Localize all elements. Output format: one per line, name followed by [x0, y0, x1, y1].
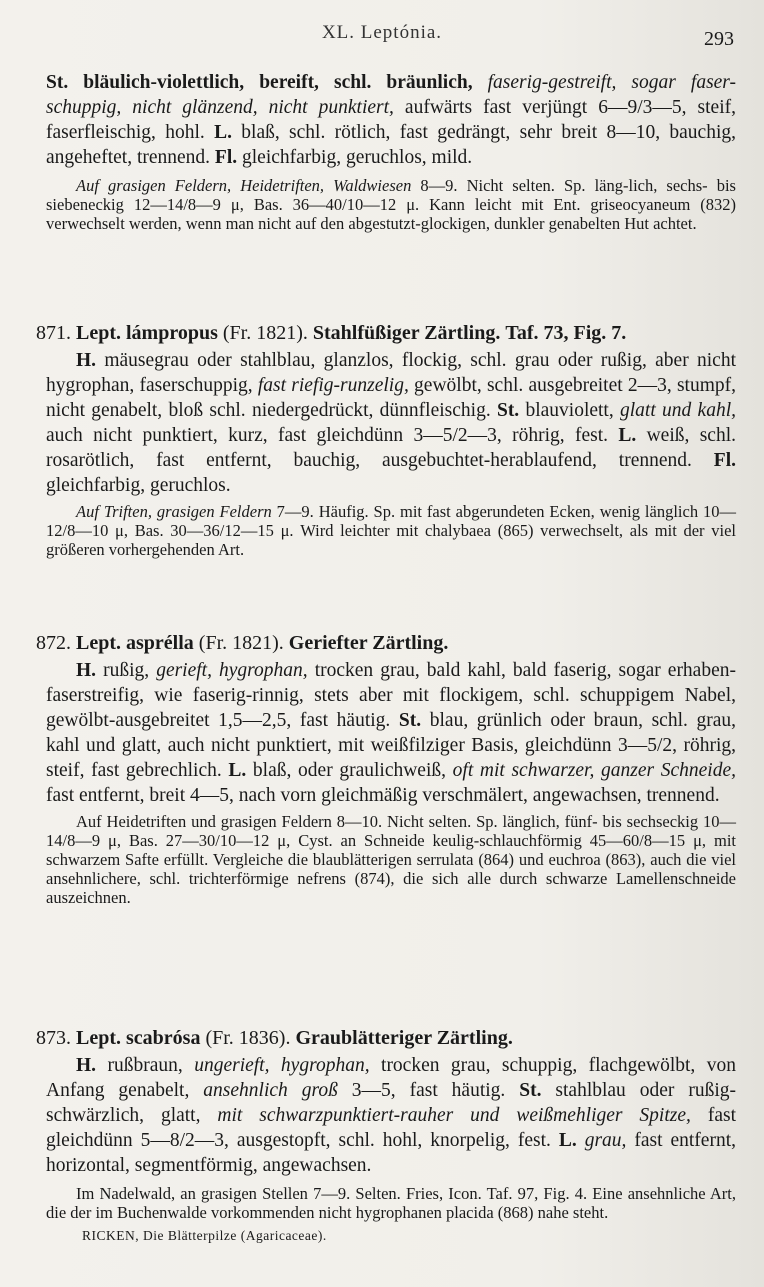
continued-entry — [46, 70, 736, 233]
entry-873-note: Im Nadelwald, an grasigen Stellen 7—9. Selten. Fries, Icon. Taf. 97, Fig. 4. Eine ansehnliche Art, die der im Buchenwalde vorkommenden nicht hygrophanen placida (868) nahe steht. — [46, 1184, 736, 1222]
entry-872 — [36, 630, 737, 907]
page-header — [0, 22, 764, 52]
page-number: 293 — [704, 28, 734, 50]
entry-871 — [36, 320, 737, 559]
entry-873-heading: 873. Lept. scabrósa (Fr. 1836). Graublätteriger Zärtling. — [36, 1027, 513, 1049]
entry-871-description: H. mäusegrau oder stahlblau, glanzlos, flockig, schl. grau oder rußig, aber nicht hygrophan, faserschuppig, fast riefig-runzelig, gewölbt, schl. ausgebreitet 2—3, stumpf, nicht genabelt, bloß schl. niedergedrückt, dünnfleischig. St. blauviolett, glatt und kahl, auch nicht punktiert, kurz, fast gleichdünn 3—5/2—3, röhrig, fest. L. weiß, schl. rosarötlich, fast entfernt, bauchig, ausgebuchtet-herablaufend, trennend. Fl. gleichfarbig, geruchlos. — [46, 350, 737, 496]
page-footer: RICKEN, Die Blätterpilze (Agaricaceae). — [82, 1228, 327, 1243]
entry-873-description: H. rußbraun, ungerieft, hygrophan, trocken grau, schuppig, flachgewölbt, von Anfang genabelt, ansehnlich groß 3—5, fast häutig. St. stahlblau oder rußig-schwärzlich, glatt, mit schwarzpunktiert-rauher und weißmehliger Spitze, fast gleichdünn 5—8/2—3, ausgestopft, schl. hohl, knorpelig, fest. L. grau, fast entfernt, horizontal, segmentförmig, angewachsen. — [46, 1055, 736, 1176]
entry-872-note: Auf Heidetriften und grasigen Feldern 8—10. Nicht selten. Sp. länglich, fünf- bis sechseckig 10—14/8—9 μ, Bas. 27—30/10—12 μ, Cyst. an Schneide keulig-schlauchförmig 45—60/8—15 μ, mit schwarzem Safte erfüllt. Vergleiche die blaublätterigen serrulata (864) und euchroa (863), auch die viel ansehnlichere, schl. trichterförmige nefrens (874), die sich alle durch schwarze Lamellenschneide auszeichnen. — [46, 812, 736, 907]
entry-871-heading: 871. Lept. lámpropus (Fr. 1821). Stahlfüßiger Zärtling. Taf. 73, Fig. 7. — [36, 322, 627, 344]
entry-873 — [36, 1025, 736, 1244]
continued-description: St. bläulich-violettlich, bereift, schl. bräunlich, faserig-gestreift, sogar faser-schuppig, nicht glänzend, nicht punktiert, aufwärts fast verjüngt 6—9/3—5, steif, faserfleischig, hohl. L. blaß, schl. rötlich, fast gedrängt, sehr breit 8—10, bauchig, angeheftet, trennend. Fl. gleichfarbig, geruchlos, mild. — [46, 72, 736, 168]
entry-872-heading: 872. Lept. asprélla (Fr. 1821). Geriefter Zärtling. — [36, 632, 449, 654]
running-title: XL. Leptónia. — [321, 22, 443, 43]
entry-872-description: H. rußig, gerieft, hygrophan, trocken grau, bald kahl, bald faserig, sogar erhaben-faserstreifig, wie faserig-rinnig, stets aber mit flockigem, schl. schuppigem Nabel, gewölbt-ausgebreitet 1,5—2,5, fast häutig. St. blau, grünlich oder braun, schl. grau, kahl und glatt, auch nicht punktiert, mit weißfilziger Basis, gleichdünn 3—5/2, röhrig, steif, fast gebrechlich. L. blaß, oder graulichweiß, oft mit schwarzer, ganzer Schneide, fast entfernt, breit 4—5, nach vorn gleichmäßig verschmälert, angewachsen, trennend. — [46, 660, 737, 806]
continued-note: Auf grasigen Feldern, Heidetriften, Waldwiesen 8—9. Nicht selten. Sp. läng-lich, sechs- bis siebeneckig 12—14/8—9 μ, Bas. 36—40/10—12 μ. Kann leicht mit Ent. griseocyaneum (832) verwechselt werden, wenn man nicht auf den abgestutzt-glockigen, dunkler genabelten Hut achtet. — [46, 176, 736, 233]
entry-871-note: Auf Triften, grasigen Feldern 7—9. Häufig. Sp. mit fast abgerundeten Ecken, wenig länglich 10—12/8—10 μ, Bas. 30—36/12—15 μ. Wird leichter mit chalybaea (865) verwechselt, als mit der viel größeren vorhergehenden Art. — [46, 502, 736, 559]
